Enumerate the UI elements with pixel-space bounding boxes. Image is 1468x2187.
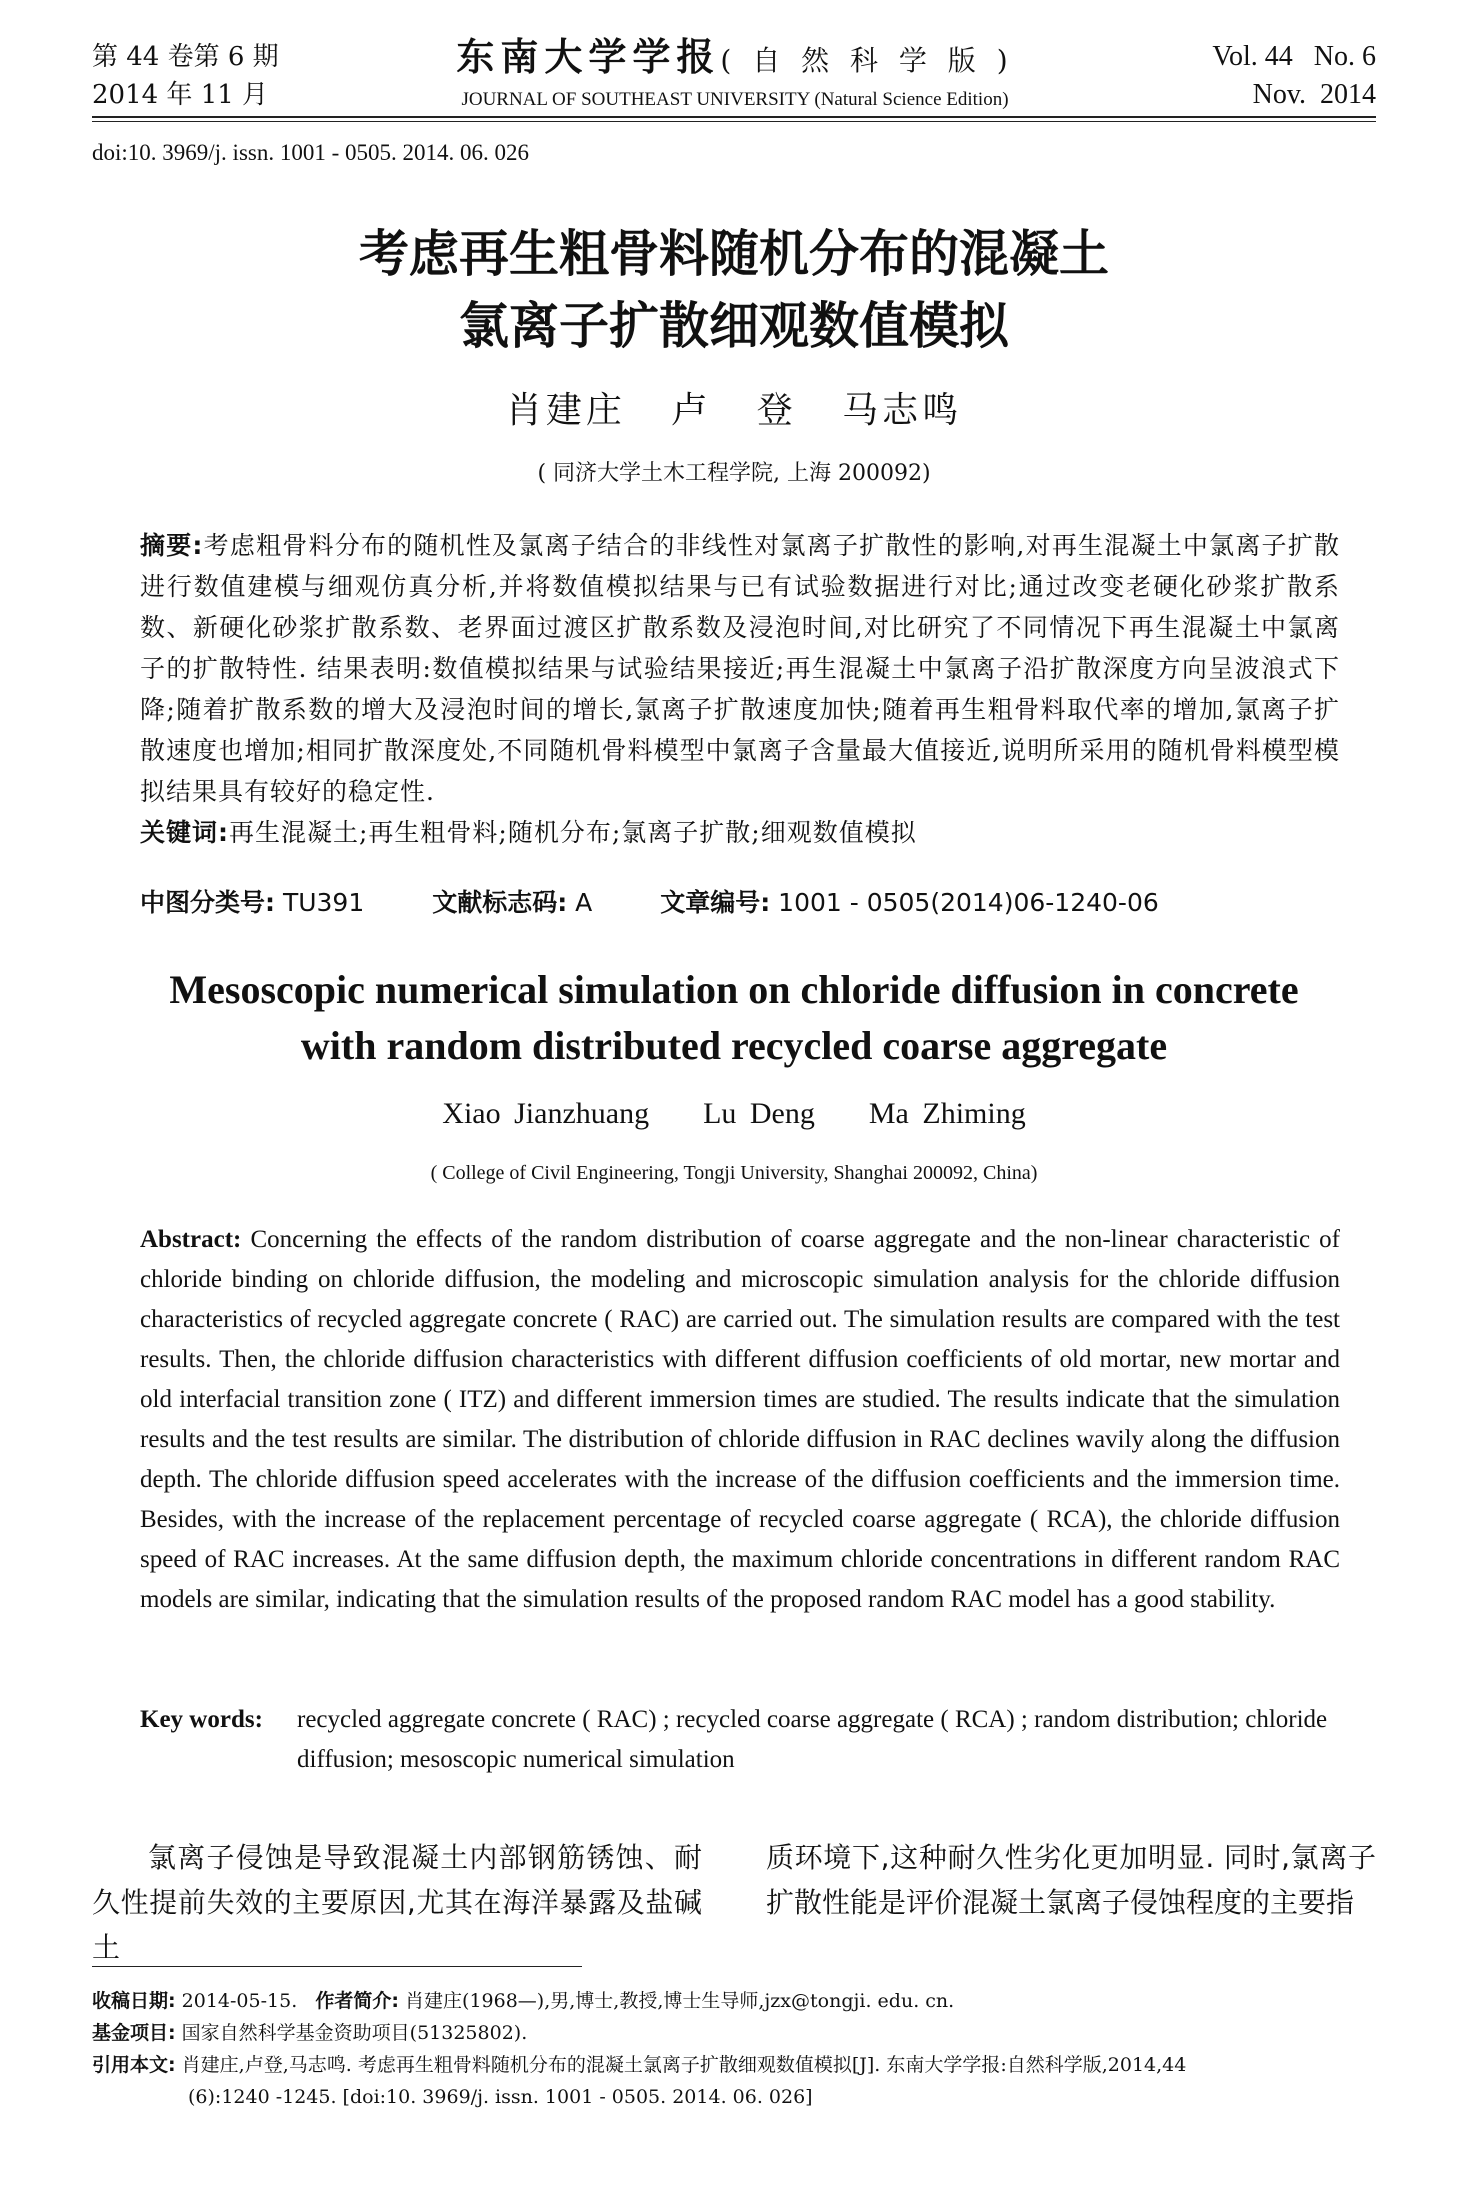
authors-cn: 肖建庄 卢 登 马志鸣 — [505, 390, 963, 431]
affiliation-cn: ( 同济大学土木工程学院, 上海 200092) — [537, 461, 931, 486]
journal-name-cn — [330, 34, 1140, 84]
keywords-en — [140, 1700, 1340, 1780]
issue-date-cn: 2014 年 11 月 — [92, 80, 269, 110]
article-no-value: 1001 - 0505(2014)06-1240-06 — [778, 888, 1159, 917]
issue-date-en: Nov. 2014 — [1252, 79, 1376, 110]
header-rule-thin — [92, 121, 1376, 122]
issue-volume-en: Vol. 44 No. 6 — [1212, 41, 1376, 72]
fund-value: 国家自然科学基金资助项目(51325802). — [181, 2022, 528, 2044]
fund-label: 基金项目: — [92, 2022, 176, 2044]
journal-masthead — [330, 34, 1140, 116]
issue-volume-cn: 第 44 卷第 6 期 — [92, 42, 279, 72]
footnotes — [92, 1985, 1382, 2113]
abstract-en-label: Abstract: — [140, 1226, 242, 1253]
affiliation-en: ( College of Civil Engineering, Tongji University, Shanghai 200092, China) — [430, 1162, 1038, 1184]
footnote-rule — [92, 1966, 582, 1967]
footnote-cite-cont: (6):1240 -1245. [doi:10. 3969/j. issn. 1001 - 0505. 2014. 06. 026] — [188, 2086, 813, 2108]
bio-label: 作者简介: — [315, 1990, 399, 2012]
abstract-en-text: Concerning the effects of the random distribution of coarse aggregate and the non-linear characteristic of chloride binding on chloride diffusion, the modeling and microscopic simulation analysis for the chloride diffusion characteristics of recycled aggregate concrete ( RAC) are carried out. The simulation results are compared with the test results. Then, the chloride diffusion characteristics with different diffusion coefficients of old mortar, new mortar and old interfacial transition zone ( ITZ) and different immersion times are studied. The results indicate that the simulation results and the test results are similar. The distribution of chloride diffusion in RAC declines wavily along the diffusion depth. The chloride diffusion speed accelerates with the increase of the diffusion coefficients and the immersion time. Besides, with the increase of the replacement percentage of recycled coarse aggregate ( RCA), the chloride diffusion speed of RAC increases. At the same diffusion depth, the maximum chloride concentrations in different random RAC models are similar, indicating that the simulation results of the proposed random RAC model has a good stability. — [140, 1226, 1341, 1613]
abstract-cn — [140, 525, 1340, 853]
clc-label: 中图分类号: — [140, 888, 275, 917]
footnote-fund — [92, 2017, 1382, 2049]
title-cn-line-2: 氯离子扩散细观数值模拟 — [459, 297, 1009, 355]
footnote-received — [92, 1985, 1382, 2017]
clc-value: TU391 — [282, 888, 365, 917]
classification-line — [140, 883, 1219, 919]
paper-title-cn — [92, 218, 1376, 362]
doc-code-item — [432, 888, 592, 917]
abstract-en — [140, 1220, 1340, 1620]
doc-code-label: 文献标志码: — [432, 888, 568, 917]
clc-item — [140, 888, 364, 917]
title-cn-line-1: 考虑再生粗骨料随机分布的混凝土 — [359, 225, 1109, 283]
abstract-cn-text: 考虑粗骨料分布的随机性及氯离子结合的非线性对氯离子扩散性的影响,对再生混凝土中氯离子扩散进行数值建模与细观仿真分析,并将数值模拟结果与已有试验数据进行对比;通过改变老硬化砂浆扩散系数、新硬化砂浆扩散系数、老界面过渡区扩散系数及浸泡时间,对比研究了不同情况下再生混凝土中氯离子的扩散特性. 结果表明:数值模拟结果与试验结果接近;再生混凝土中氯离子沿扩散深度方向呈波浪式下降;随着扩散系数的增大及浸泡时间的增长,氯离子扩散速度加快;随着再生粗骨料取代率的增加,氯离子扩散速度也增加;相同扩散深度处,不同随机骨料模型中氯离子含量最大值接近,说明所采用的随机骨料模型模拟结果具有较好的稳定性. — [140, 531, 1340, 806]
footnote-cite — [92, 2049, 1382, 2081]
cite-value: 肖建庄,卢登,马志鸣. 考虑再生粗骨料随机分布的混凝土氯离子扩散细观数值模拟[J]. 东南大学学报:自然科学版,2014,44 — [181, 2054, 1187, 2076]
received-value: 2014-05-15. — [181, 1990, 298, 2012]
keywords-cn-text: 再生混凝土;再生粗骨料;随机分布;氯离子扩散;细观数值模拟 — [229, 818, 917, 847]
title-en-line-2: with random distributed recycled coarse aggregate — [300, 1023, 1168, 1068]
journal-name-en: JOURNAL OF SOUTHEAST UNIVERSITY (Natural Science Edition) — [461, 89, 1009, 110]
cite-label: 引用本文: — [92, 2054, 176, 2076]
issue-info — [92, 38, 279, 114]
journal-name-cn-main: 东南大学学报 — [456, 34, 721, 79]
bio-value: 肖建庄(1968—),男,博士,教授,博士生导师,jzx@tongji. edu. cn. — [405, 1990, 955, 2012]
body-column-left: 氯离子侵蚀是导致混凝土内部钢筋锈蚀、耐久性提前失效的主要原因,尤其在海洋暴露及盐碱土 — [92, 1841, 702, 1964]
abstract-cn-label: 摘要: — [140, 531, 204, 560]
authors-en: Xiao Jianzhuang Lu Deng Ma Zhiming — [442, 1097, 1026, 1130]
keywords-cn-label: 关键词: — [140, 818, 229, 847]
issue-info-en — [1212, 38, 1376, 114]
body-column-right: 质环境下,这种耐久性劣化更加明显. 同时,氯离子扩散性能是评价混凝土氯离子侵蚀程度的主要指 — [766, 1841, 1376, 1919]
article-no-label: 文章编号: — [660, 888, 771, 917]
keywords-en-text: recycled aggregate concrete ( RAC) ; recycled coarse aggregate ( RCA) ; random distribution; chloride diffusion; mesoscopic numerical simulation — [297, 1706, 1328, 1773]
doc-code-value: A — [575, 888, 593, 917]
journal-name-cn-sub: ( 自 然 科 学 版 ) — [720, 44, 1014, 77]
doi-line[interactable]: doi:10. 3969/j. issn. 1001 - 0505. 2014. 06. 026 — [92, 140, 530, 165]
paper-title-en — [92, 962, 1376, 1074]
title-en-line-1: Mesoscopic numerical simulation on chloride diffusion in concrete — [169, 967, 1299, 1012]
keywords-en-label: Key words: — [140, 1706, 263, 1733]
article-no-item — [660, 888, 1159, 917]
header-rule-thick — [92, 116, 1376, 118]
received-label: 收稿日期: — [92, 1990, 176, 2012]
